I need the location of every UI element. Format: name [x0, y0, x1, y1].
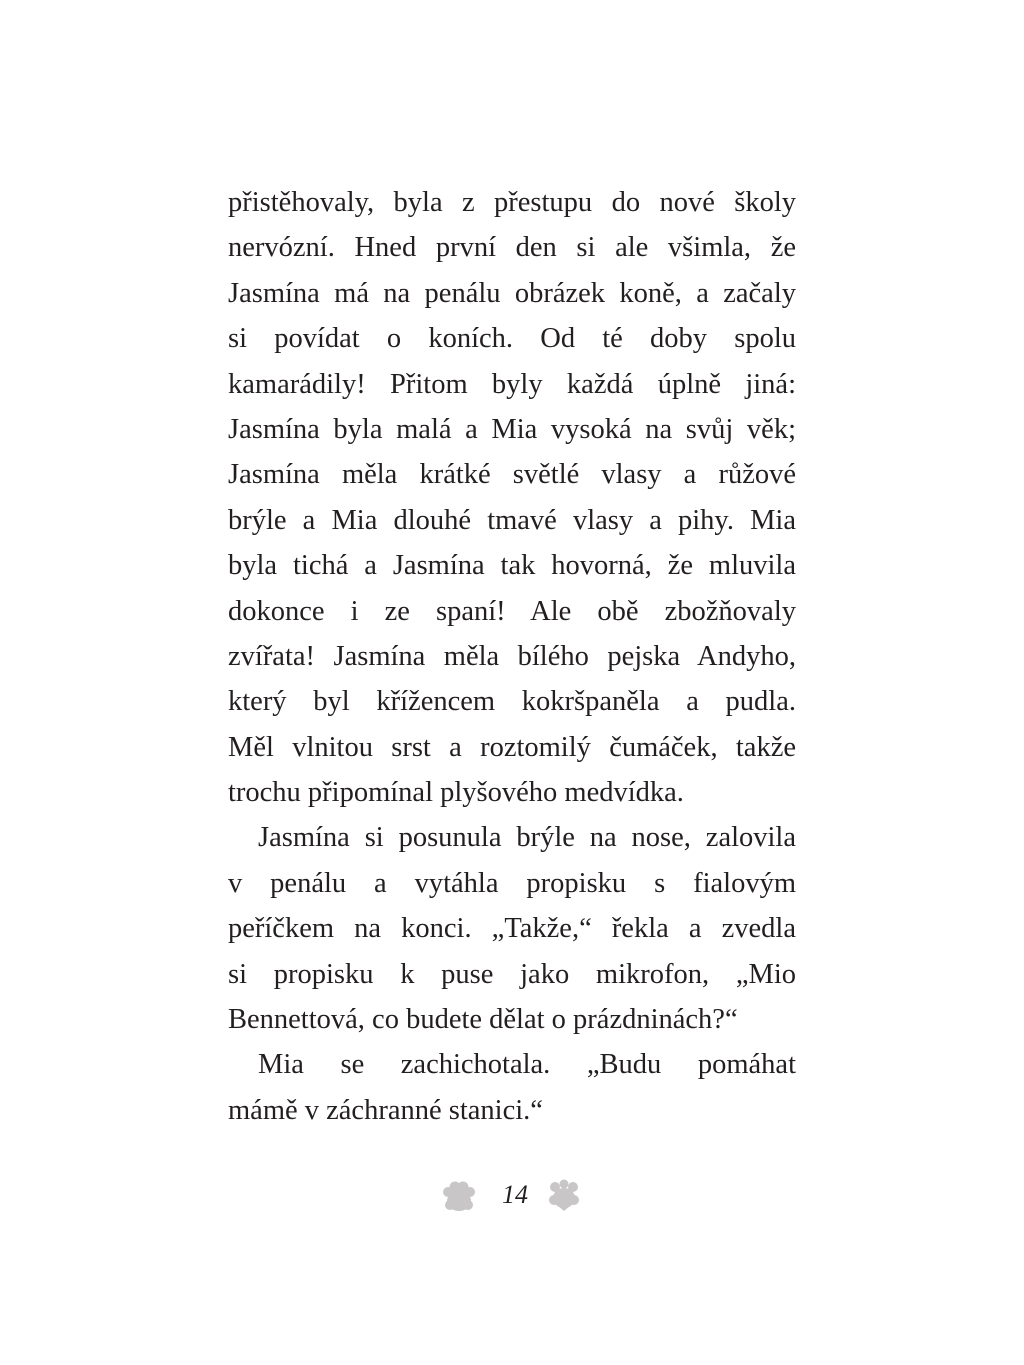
text-line: trochu připomínal plyšového medvídka. [228, 777, 684, 809]
text-line: Jasmína byla malá a Mia vysoká na svůj věk; [228, 413, 796, 445]
paragraph-first-line: Mia se zachichotala. „Budu pomáhat [258, 1049, 796, 1081]
paw-print-icon [441, 1179, 477, 1213]
body-text [228, 180, 796, 1133]
paragraph-first-line: Jasmína si posunula brýle na nose, zalovila [258, 822, 796, 854]
text-line: Jasmína měla krátké světlé vlasy a růžové [228, 459, 796, 491]
text-line: v penálu a vytáhla propisku s fialovým [228, 867, 796, 899]
text-line: mámě v záchranné stanici.“ [228, 1094, 543, 1126]
text-line: kamarádily! Přitom byly každá úplně jiná: [228, 368, 796, 400]
text-line: si propisku k puse jako mikrofon, „Mio [228, 958, 796, 990]
text-line: Bennettová, co budete dělat o prázdninách?“ [228, 1004, 738, 1036]
text-line: brýle a Mia dlouhé tmavé vlasy a pihy. Mia [228, 504, 796, 536]
text-line: byla tichá a Jasmína tak hovorná, že mluvila [228, 550, 796, 582]
text-line: přistěhovaly, byla z přestupu do nové školy [228, 187, 796, 218]
page-number: 14 [502, 1180, 528, 1209]
text-line: Měl vlnitou srst a roztomilý čumáček, takže [228, 731, 796, 763]
text-line: nervózní. Hned první den si ale všimla, že [228, 232, 796, 264]
page-footer [0, 1175, 1024, 1219]
text-line: zvířata! Jasmína měla bílého pejska Andyho, [228, 640, 796, 672]
text-line: peříčkem na konci. „Takže,“ řekla a zvedla [228, 913, 796, 945]
text-line: dokonce i ze spaní! Ale obě zbožňovaly [228, 595, 796, 627]
text-line: který byl křížencem kokršpaněla a pudla. [228, 686, 796, 718]
text-line: Jasmína má na penálu obrázek koně, a začaly [228, 277, 796, 309]
paw-print-icon [546, 1178, 582, 1212]
text-line: si povídat o koních. Od té doby spolu [228, 323, 796, 355]
